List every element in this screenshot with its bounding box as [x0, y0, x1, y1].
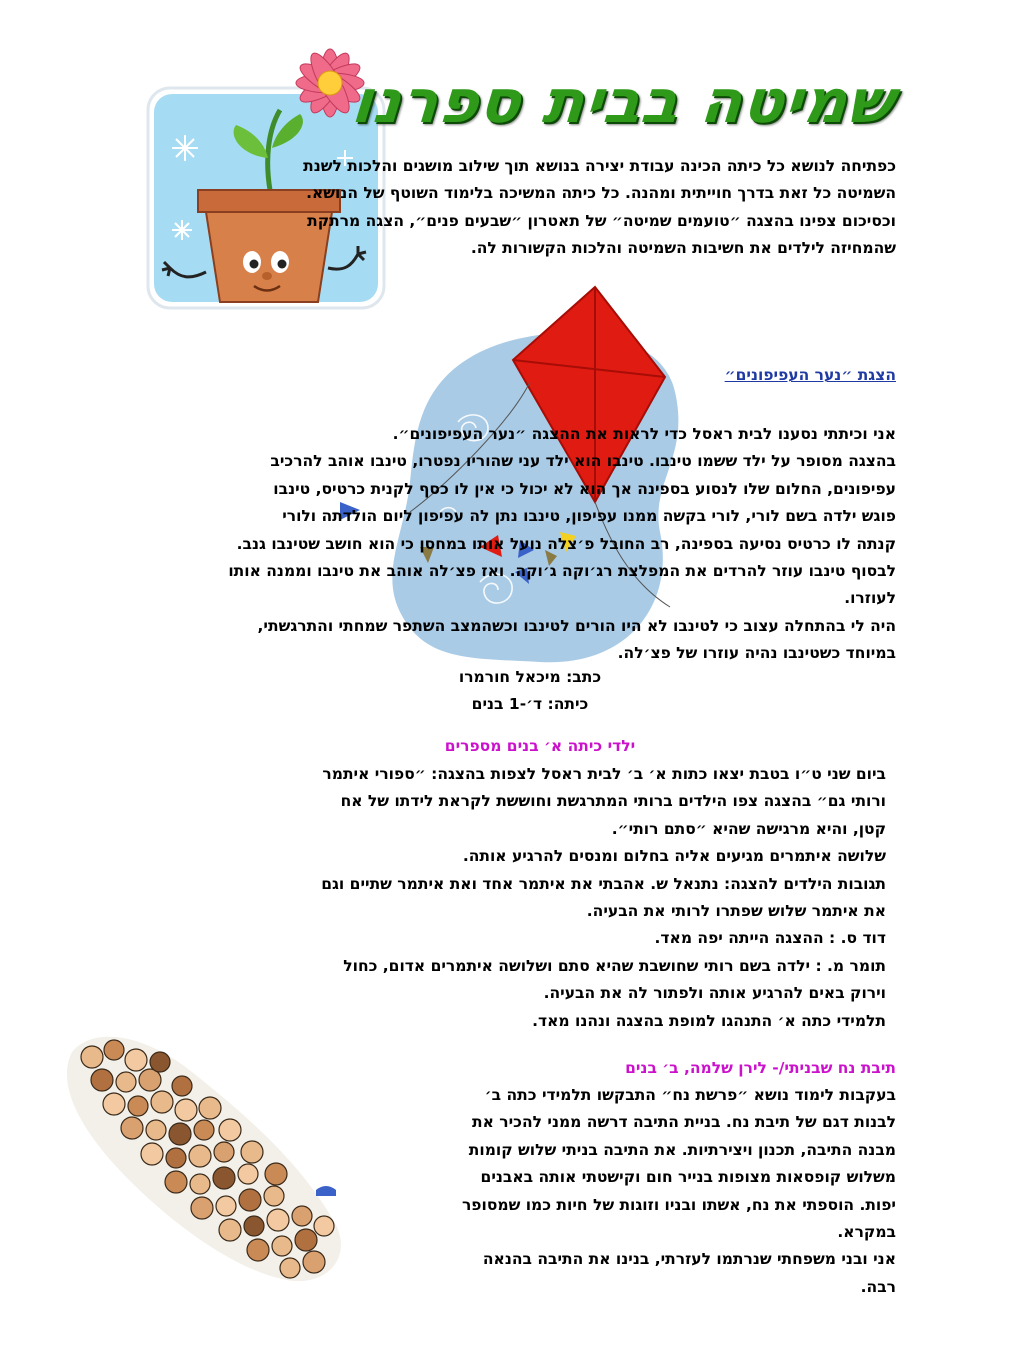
intro-line: כפתיחה לנושא כל כיתה הכינה עבודת יצירה בנושא תוך שילוב מושגים והלכות לשנת [303, 157, 896, 175]
paragraph-line: קנתה לו כרטיס נסיעה בספינה, רב החובל פ׳צלה נועל אותו במחסן כי הוא חושב שטינבו גנב. [236, 534, 896, 553]
paragraph-line: לבסוף טינבו עוזר להרדים את המפלצת רג׳וקה ג׳וקה. ואז פצ׳לה אוהב את טינבו וממנה אותו [228, 562, 896, 581]
paragraph-line: דוד ס. : ההצגה הייתה יפה מאד. [654, 929, 886, 948]
paragraph-line: ביום שני ט״ו בטבת יצאו כתות א׳ ב׳ לבית ראסל לצפות בהצגה: ״ספורי איתמר [322, 765, 886, 783]
paragraph-line: אני ובני משפחתי שנרתמו לעזרתי, בנינו את התיבה בהנאה [482, 1250, 896, 1269]
paragraph-line: היה לי בהתחלה עצוב כי לטינבו לא היו הורים לטינבו וכשהמצב השתפר שמחתי והתרגשתי, [257, 616, 896, 635]
kite-boy-signature [380, 664, 680, 718]
paragraph-line: יפות. הוספתי את נח, אשתו ובניו וזוגות של חיות כמו שמסופר [461, 1195, 896, 1214]
section-noah-ark [296, 1055, 896, 1082]
kite-boy-paragraph [116, 421, 896, 668]
paragraph-line: בעקבות לימוד נושא ״פרשת נח״ התבקשו תלמידי כתה ב׳ [484, 1086, 896, 1104]
paragraph-line: לעוזרו. [844, 589, 896, 608]
paragraph-line: פוגש ילדה בשם לורי, לורי בקשה ממנו עפיפון, טינבו נתן לה עפיפון ליום הולדתה ולורי [282, 507, 896, 526]
paragraph-line: בהצגה מסופר על ילד ששמו טינבו. טינבו הוא ילד עני שהוריו נפטרו, טינבו אוהב להרכיב [270, 452, 896, 471]
intro-line: וכסיכום צפינו בהצגה ״טועמים שמיטה״ של תאטרון ״שבעים פנים״, הצגה מרתקת [307, 211, 896, 230]
section-heading: תיבת נח שבניתי/- לירן שלמה, ב׳ בנים [625, 1059, 896, 1077]
first-grade-paragraph [186, 761, 886, 1035]
paragraph-line: רבה. [860, 1277, 896, 1296]
paragraph-line: קטן, והיא מרגישה שהיא ״סתם רותי״. [611, 819, 886, 838]
section-heading: ילדי כיתה א׳ בנים מספרים [444, 737, 636, 755]
paragraph-line: תלמידי כתה א׳ התנהגו למופת בהצגה ונהנו מאד. [532, 1011, 886, 1030]
paragraph-line: משלוש קופסאות מצופות בנייר חום וקישטתי אותה באבנים [480, 1168, 896, 1187]
paragraph-line: לבנות דגם של תיבת נח. בניית התיבה דרשה ממני להכיר את [472, 1113, 896, 1132]
paragraph-line: אני וכיתתי נסענו לבית ראסל כדי לראות את ההצגה ״נער העפיפונים״. [392, 425, 896, 443]
paragraph-line: תגובות הילדים להצגה: נתנאל ש. אהבתי את איתמר אחד ואת איתמר שתיים וגם [321, 874, 886, 893]
paragraph-line: וירוק באים להרגיע אותה ולפתור לה את הבעיה. [543, 984, 886, 1003]
children-crowd-clipart [52, 1012, 352, 1292]
section-kite-boy [116, 362, 896, 389]
class-line: כיתה: ד׳-1 בנים [471, 695, 589, 713]
intro-line: השמיטה כל זאת בדרך חוייתית ומהנה. כל כיתה המשיכה בלימוד השוטף של הנושא. [306, 184, 896, 203]
paragraph-line: עפיפונים, החלום שלו לנסוע בספינה אך הוא לא יכול כי אין לו כסף לקנית כרטיס, טינבו [273, 479, 896, 498]
paragraph-line: במיוחד כשטינבו נהיה עוזרו של פצ׳לה. [617, 644, 896, 663]
paragraph-line: ורותי גם״ בהצגה צפו הילדים ברותי המתרגשת וחוששת לקראת לידתו של אח [340, 792, 886, 811]
paragraph-line: שלושה איתמרים מגיעים אליה בחלום ומנסים להרגיע אותה. [462, 847, 886, 866]
page-title: שמיטה בבית ספרנו [348, 67, 898, 137]
paragraph-line: מבנה התיבה, תכנון ויצירתיות. את התיבה בניתי שלוש קומות [468, 1140, 896, 1159]
section-heading-link[interactable]: הצגת ״נער העפיפונים״ [724, 366, 896, 384]
author-line: כתב: מיכאל חורמרו [458, 668, 602, 686]
intro-paragraph [176, 153, 896, 263]
paragraph-line: תומר מ. : ילדה בשם רותי שחושבת שהיא סתם ושלושה איתמרים אדום, כחול [343, 956, 886, 975]
noah-ark-paragraph [366, 1082, 896, 1301]
paragraph-line: במקרא. [837, 1223, 896, 1242]
intro-line: שהמחיזה לילדים את חשיבות השמיטה והלכות הקשורות לה. [470, 239, 896, 258]
section-first-grade [300, 733, 780, 760]
paragraph-line: את איתמר שלוש שפתרו לרותי את הבעיה. [586, 902, 886, 921]
